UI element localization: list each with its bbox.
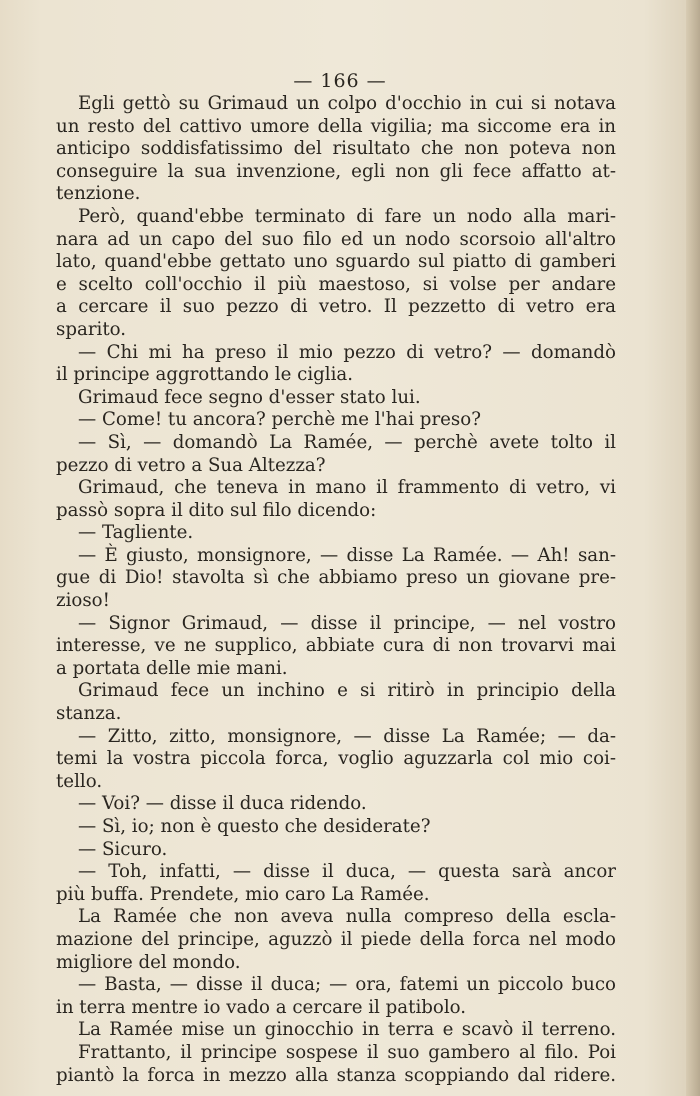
page-edge xyxy=(686,0,700,1096)
text-line: — Voi? — disse il duca ridendo. xyxy=(78,793,367,815)
text-line: gue di Dio! stavolta sì che abbiamo preso un giovane pre- xyxy=(56,567,616,589)
text-line: Però, quand'ebbe terminato di fare un nodo alla mari- xyxy=(78,205,616,227)
text-line: Grimaud, che teneva in mano il frammento di vetro, vi xyxy=(78,477,616,499)
text-line: a cercare il suo pezzo di vetro. Il pezzetto di vetro era xyxy=(56,296,616,318)
text-line: stanza. xyxy=(56,703,122,725)
text-line: nara ad un capo del suo filo ed un nodo scorsoio all'altro xyxy=(56,228,616,250)
text-line: — Chi mi ha preso il mio pezzo di vetro? — domandò xyxy=(78,341,616,363)
text-line: La Ramée mise un ginocchio in terra e scavò il terreno. xyxy=(78,1019,616,1041)
text-line: — Come! tu ancora? perchè me l'hai preso? xyxy=(78,409,481,431)
text-line: migliore del mondo. xyxy=(56,951,241,973)
text-line: interesse, ve ne supplico, abbiate cura di non trovarvi mai xyxy=(56,635,616,657)
text-line: La Ramée che non aveva nulla compreso della escla- xyxy=(78,906,616,928)
text-line: — Sì, — domandò La Ramée, — perchè avete tolto il xyxy=(78,431,616,453)
text-line: conseguire la sua invenzione, egli non gli fece affatto at- xyxy=(56,160,616,182)
text-line: sparito. xyxy=(56,318,127,340)
text-line: — Sicuro. xyxy=(78,838,168,860)
text-line: tenzione. xyxy=(56,183,141,205)
text-line: lato, quand'ebbe gettato uno sguardo sul piatto di gamberi xyxy=(56,251,616,273)
text-line: più buffa. Prendete, mio caro La Ramée. xyxy=(56,883,430,905)
text-line: — Tagliente. xyxy=(78,522,194,544)
text-line: Grimaud fece segno d'esser stato lui. xyxy=(78,386,421,408)
text-line: Frattanto, il principe sospese il suo gambero al filo. Poi xyxy=(78,1041,616,1063)
text-line: temi la vostra piccola forca, voglio aguzzarla col mio coi- xyxy=(56,748,616,770)
body-text xyxy=(56,93,616,1087)
text-line: un resto del cattivo umore della vigilia; ma siccome era in xyxy=(56,115,616,137)
text-line: — Signor Grimaud, — disse il principe, — nel vostro xyxy=(78,612,616,634)
text-line: in terra mentre io vado a cercare il patibolo. xyxy=(56,996,467,1018)
text-line: piantò la forca in mezzo alla stanza scoppiando dal ridere. xyxy=(56,1064,616,1086)
text-line: — Zitto, zitto, monsignore, — disse La Ramée; — da- xyxy=(78,725,616,747)
text-line: mazione del principe, aguzzò il piede della forca nel modo xyxy=(56,928,616,950)
text-line: Grimaud fece un inchino e si ritirò in principio della xyxy=(78,680,616,702)
text-line: Egli gettò su Grimaud un colpo d'occhio in cui si notava xyxy=(78,93,616,114)
text-line: passò sopra il dito sul filo dicendo: xyxy=(56,499,377,521)
text-line: zioso! xyxy=(56,590,110,612)
text-line: — Sì, io; non è questo che desiderate? xyxy=(78,816,431,837)
page-number: — 166 — xyxy=(293,70,387,92)
text-line: — È giusto, monsignore, — disse La Ramée. — Ah! san- xyxy=(78,544,616,566)
text-line: e scelto coll'occhio il più maestoso, si volse per andare xyxy=(56,273,616,295)
text-line: pezzo di vetro a Sua Altezza? xyxy=(56,454,326,476)
text-line: — Toh, infatti, — disse il duca, — questa sarà ancor xyxy=(78,861,616,883)
text-line: — Basta, — disse il duca; — ora, fatemi un piccolo buco xyxy=(78,974,616,996)
text-line: anticipo soddisfatissimo del risultato che non poteva non xyxy=(56,138,616,160)
text-line: il principe aggrottando le ciglia. xyxy=(56,364,354,386)
text-line: tello. xyxy=(56,770,103,792)
text-line: a portata delle mie mani. xyxy=(56,657,288,679)
